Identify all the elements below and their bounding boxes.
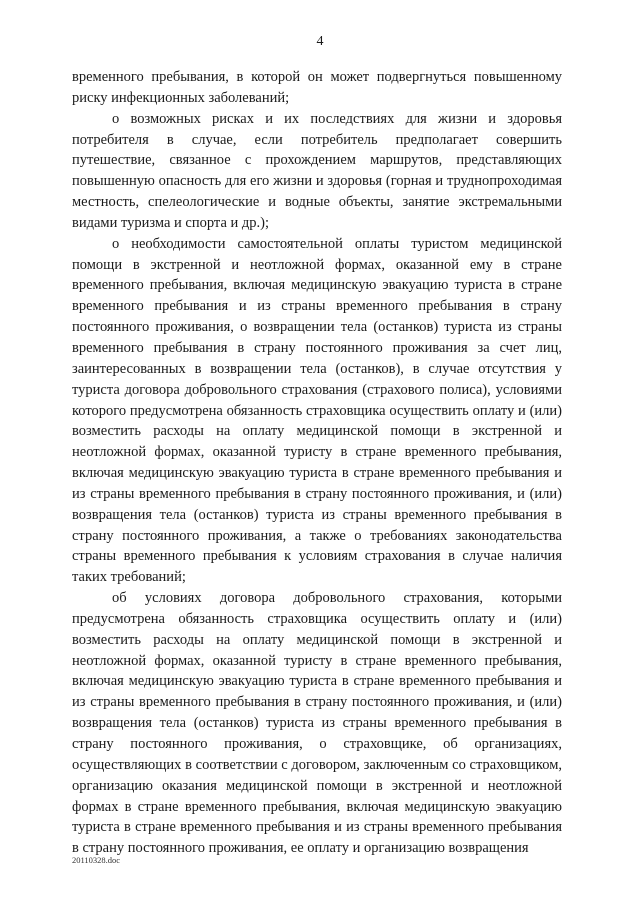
paragraph-3: о необходимости самостоятельной оплаты туристом медицинской помощи в экстренной и неотложной формах, оказанной ему в стране временного пребывания, включая медицинскую эвакуацию туриста в стране временного пребывания и из страны временного пребывания в страну постоянного проживания, о возвращении тела (останков) туриста из страны временного пребывания в страну постоянного проживания за счет лиц, заинтересованных в возвращении тела (останков), в случае отсутствия у туриста договора добровольного страхования (страхового полиса), условиями которого предусмотрена обязанность страховщика осуществить оплату и (или) возместить расходы на оплату медицинской помощи в экстренной и неотложной формах, оказанной туристу в стране временного пребывания, включая медицинскую эвакуацию туриста в стране временного пребывания и из страны временного пребывания в страну постоянного проживания, и (или) возвращения тела (останков) туриста из страны временного пребывания в страну постоянного проживания, а также о требованиях законодательства страны временного пребывания к условиям страхования в случае наличия таких требований;	[72, 235, 562, 586]
paragraph-4: об условиях договора добровольного страхования, которыми предусмотрена обязанность страховщика осуществить оплату и (или) возместить расходы на оплату медицинской помощи в экстренной и неотложной формах, оказанной туристу в стране временного пребывания, включая медицинскую эвакуацию туриста в стране временного пребывания и из страны временного пребывания в страну постоянного проживания, и (или) возвращения тела (останков) туриста из страны временного пребывания в страну постоянного проживания, о страховщике, об организациях, осуществляющих в соответствии с договором, заключенным со страховщиком, организацию оказания медицинской помощи в экстренной и неотложной формах в стране временного пребывания, включая медицинскую эвакуацию туриста в стране временного пребывания и из страны временного пребывания в страну постоянного проживания, ее оплату и организацию возвращения	[72, 590, 562, 857]
page-number: 4	[316, 34, 324, 49]
footer-filename: 20110328.doc	[72, 855, 121, 865]
paragraph-2: о возможных рисках и их последствиях для жизни и здоровья потребителя в случае, если потребитель предполагает совершить путешествие, связанное с прохождением маршрутов, представляющих повышенную опасность для его жизни и здоровья (горная и труднопроходимая местность, спелеологические и водные объекты, занятие экстремальными видами туризма и спорта и др.);	[72, 110, 562, 231]
document-body	[72, 67, 562, 859]
paragraph-1: временного пребывания, в которой он может подвергнуться повышенному риску инфекционных заболеваний;	[72, 69, 562, 106]
